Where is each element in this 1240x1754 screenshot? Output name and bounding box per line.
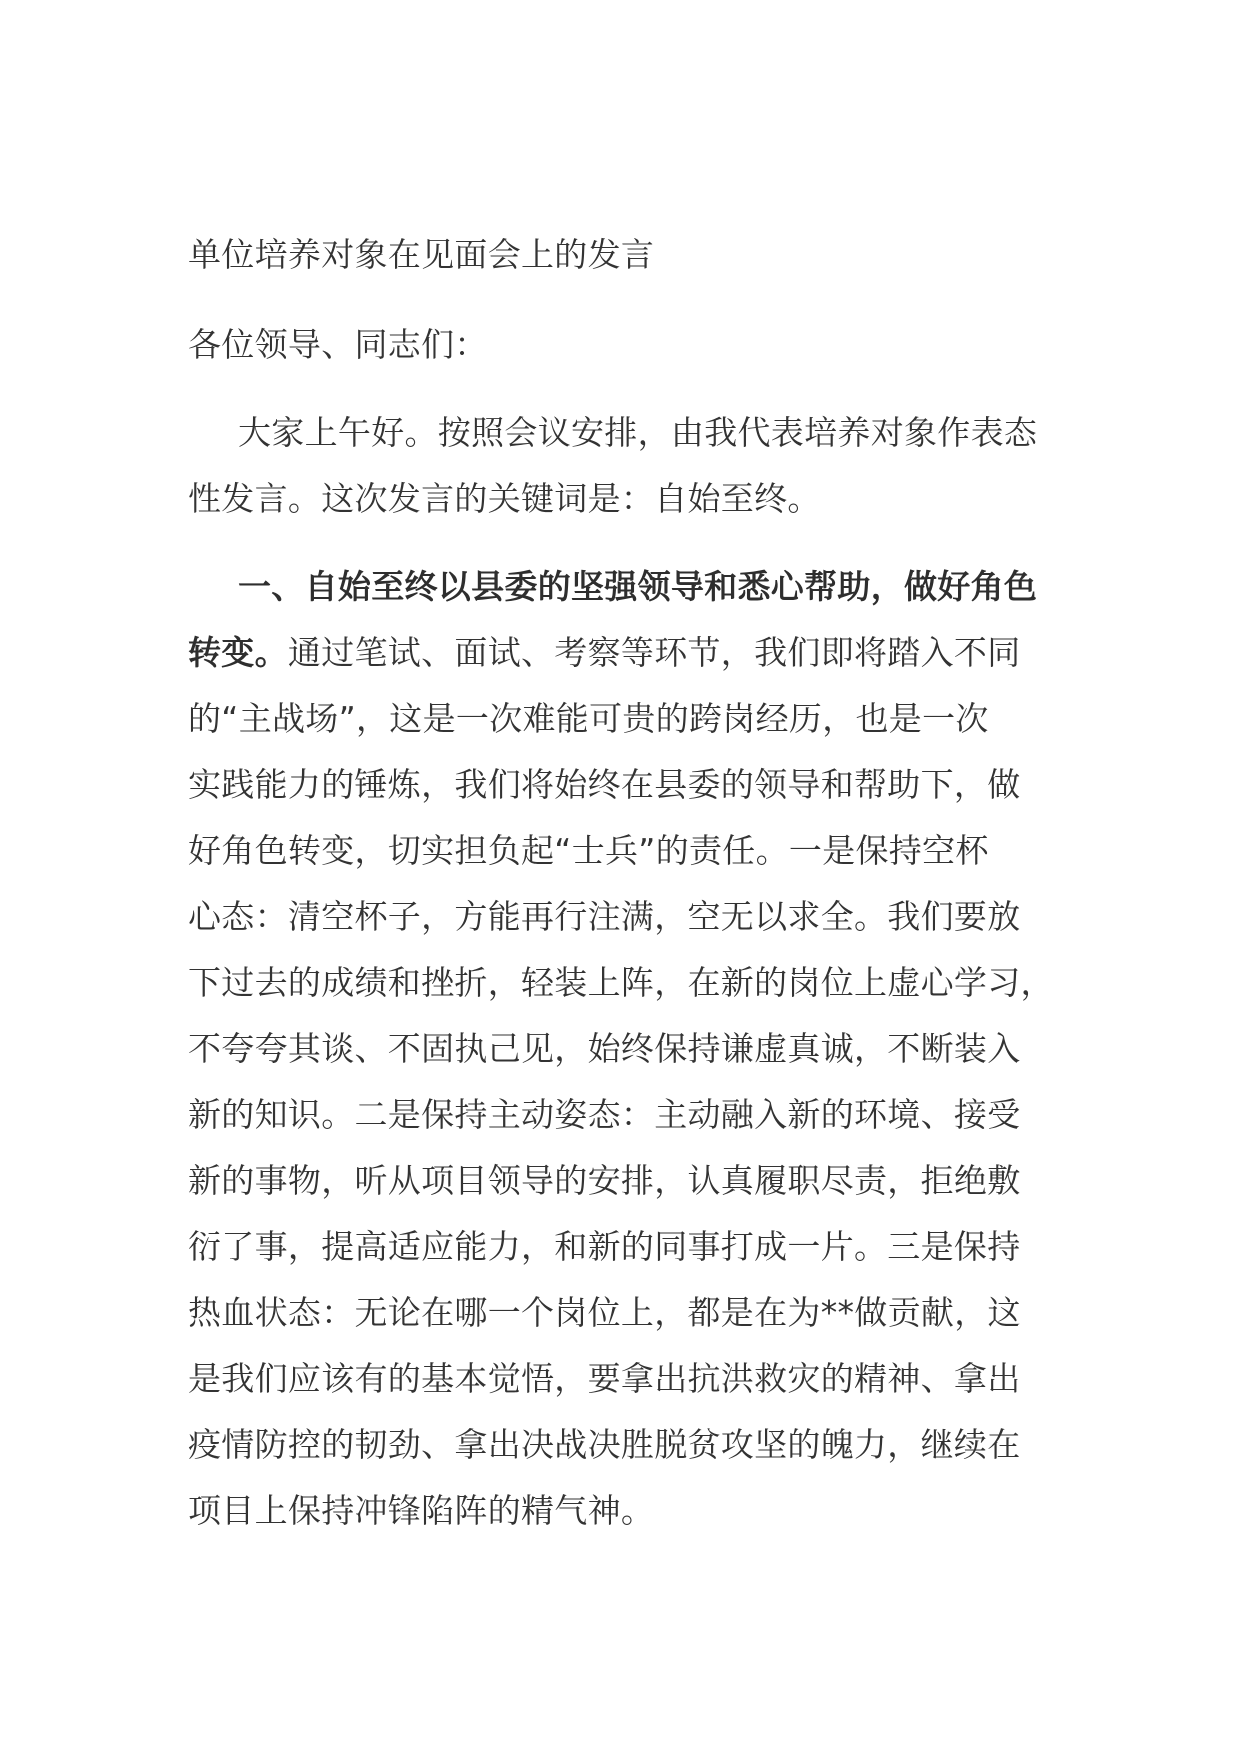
intro-line: 大家上午好。按照会议安排，由我代表培养对象作表态 — [238, 413, 1038, 452]
intro-line: 性发言。这次发言的关键词是：自始至终。 — [188, 479, 821, 518]
section-1-line: 下过去的成绩和挫折，轻装上阵，在新的岗位上虚心学习， — [188, 963, 1054, 1002]
section-1-paragraph — [188, 554, 1058, 1544]
section-1-line: 新的事物，听从项目领导的安排，认真履职尽责，拒绝敷 — [188, 1161, 1021, 1200]
salutation: 各位领导、同志们： — [188, 325, 488, 364]
intro-paragraph — [188, 400, 1058, 532]
section-1-line: 新的知识。二是保持主动姿态：主动融入新的环境、接受 — [188, 1095, 1021, 1134]
document-body — [188, 222, 1058, 1544]
section-1-heading-end: 转变。 — [188, 633, 288, 672]
section-1-line: 项目上保持冲锋陷阵的精气神。 — [188, 1491, 655, 1530]
section-1-text: 通过笔试、面试、考察等环节，我们即将踏入不同 — [287, 633, 1021, 672]
section-1-line: 实践能力的锤炼，我们将始终在县委的领导和帮助下，做 — [188, 765, 1021, 804]
section-1-heading: 一、自始至终以县委的坚强领导和悉心帮助，做好角色 — [238, 567, 1038, 606]
section-1-line: 心态：清空杯子，方能再行注满，空无以求全。我们要放 — [188, 897, 1021, 936]
section-1-line: 疫情防控的韧劲、拿出决战决胜脱贫攻坚的魄力，继续在 — [188, 1425, 1021, 1464]
section-1-line — [188, 620, 1058, 686]
section-1-line: 热血状态：无论在哪一个岗位上，都是在为**做贡献，这 — [188, 1293, 1021, 1332]
section-1-line: 是我们应该有的基本觉悟，要拿出抗洪救灾的精神、拿出 — [188, 1359, 1021, 1398]
section-1-line: 衍了事，提高适应能力，和新的同事打成一片。三是保持 — [188, 1227, 1021, 1266]
section-1-line: 不夸夸其谈、不固执己见，始终保持谦虚真诚，不断装入 — [188, 1029, 1021, 1068]
section-1-line: 好角色转变，切实担负起“士兵”的责任。一是保持空杯 — [188, 831, 989, 870]
document-title: 单位培养对象在见面会上的发言 — [188, 235, 655, 274]
section-1-line: 的“主战场”，这是一次难能可贵的跨岗经历，也是一次 — [188, 699, 989, 738]
